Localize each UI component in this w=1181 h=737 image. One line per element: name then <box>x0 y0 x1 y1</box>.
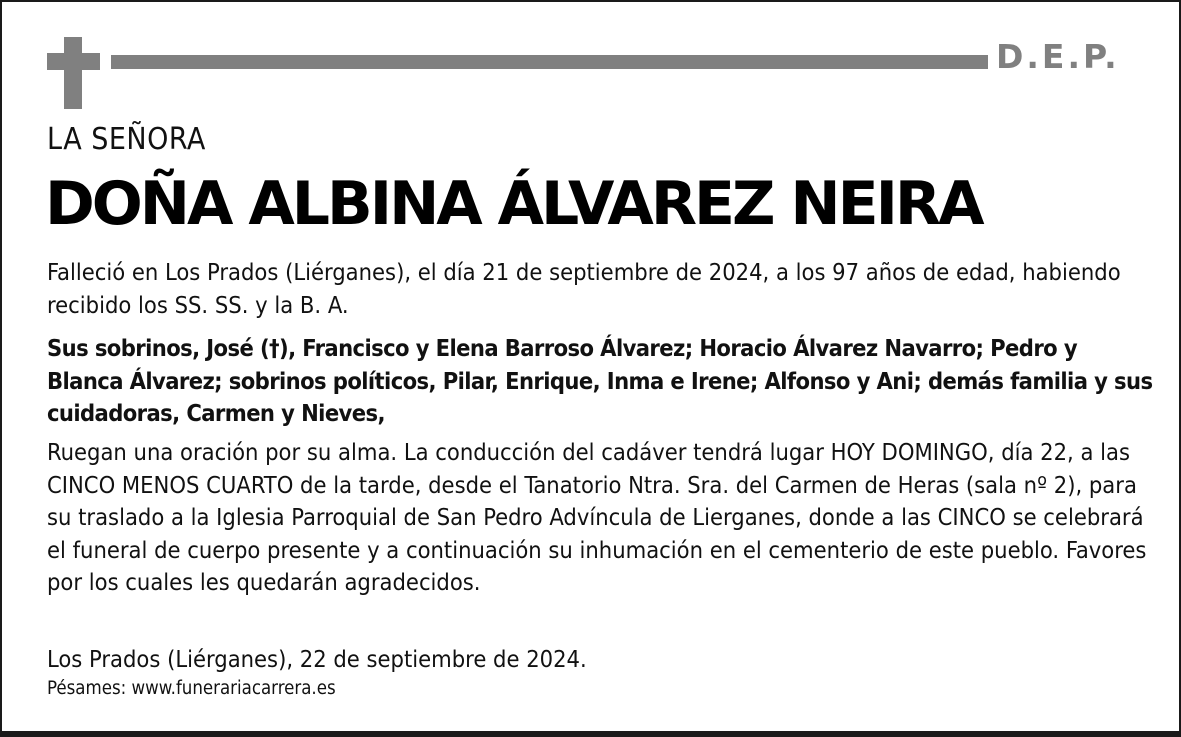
deceased-name: DOÑA ALBINA ÁLVAREZ NEIRA <box>45 169 982 239</box>
dep-label: D.E.P. <box>996 37 1120 76</box>
header-rule <box>111 55 988 69</box>
condolences-link[interactable]: Pésames: www.funerariacarrera.es <box>47 678 336 699</box>
cross-icon-vertical-bar <box>64 37 82 109</box>
family-list: Sus sobrinos, José (†), Francisco y Elena Barroso Álvarez; Horacio Álvarez Navarro; Pedro y Blanca Álvarez; sobrinos políticos, Pilar, Enrique, Inma e Irene; Alfonso y Ani; demás familia y sus cuidadoras, Carmen y Nieves, <box>47 334 1153 427</box>
deceased-title: LA SEÑORA <box>47 122 206 157</box>
death-notice: Falleció en Los Prados (Liérganes), el día 21 de septiembre de 2024, a los 97 años de edad, habiendo recibido los SS. SS. y la B. A. <box>47 258 1121 319</box>
cross-icon-horizontal-bar <box>47 53 100 70</box>
place-date: Los Prados (Liérganes), 22 de septiembre de 2024. <box>47 645 587 673</box>
ceremony-details: Ruegan una oración por su alma. La conducción del cadáver tendrá lugar HOY DOMINGO, día 22, a las CINCO MENOS CUARTO de la tarde, desde el Tanatorio Ntra. Sra. del Carmen de Heras (sala nº 2), para su traslado a la Iglesia Parroquial de San Pedro Advíncula de Lierganes, donde a las CINCO se celebrará el funeral de cuerpo presente y a continuación su inhumación en el cementerio de este pueblo. Favores por los cuales les quedarán agradecidos. <box>47 438 1147 596</box>
